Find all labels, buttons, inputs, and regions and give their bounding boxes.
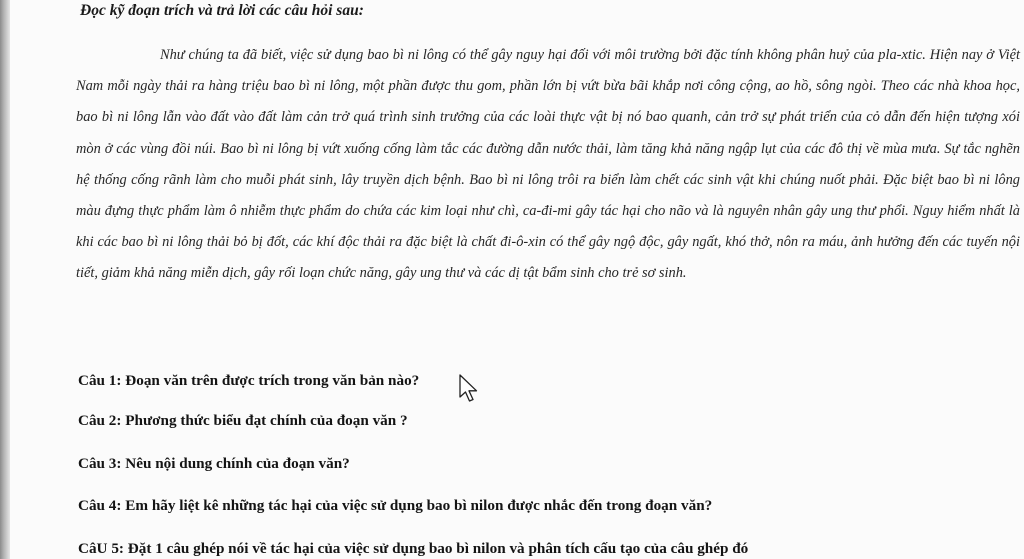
instruction-heading: Đọc kỹ đoạn trích và trả lời các câu hỏi sau:: [80, 2, 364, 19]
reading-passage: Như chúng ta đã biết, việc sử dụng bao bì ni lông có thể gây nguy hại đối với môi trường bởi đặc tính không phân huỷ của pla-xtic. Hiện nay ở Việt Nam mỗi ngày thải ra hàng triệu bao bì ni lông, một phần được thu gom, phần lớn bị vứt bừa bãi khắp nơi công cộng, ao hồ, sông ngòi. Theo các nhà khoa học, bao bì ni lông lẫn vào đất vào đất làm cản trở quá trình sinh trưởng của các loài thực vật bị nó bao quanh, cản trở sự phát triển của cỏ dẫn đến hiện tượng xói mòn ở các vùng đồi núi. Bao bì ni lông bị vứt xuống cống làm tắc các đường dẫn nước thải, làm tăng khả năng ngập lụt của các đô thị về mùa mưa. Sự tắc nghẽn hệ thống cống rãnh làm cho muỗi phát sinh, lây truyền dịch bệnh. Bao bì ni lông trôi ra biển làm chết các sinh vật khi chúng nuốt phải. Đặc biệt bao bì ni lông màu đựng thực phẩm làm ô nhiễm thực phẩm do chứa các kim loại như chì, ca-đi-mi gây tác hại cho não và là nguyên nhân gây ung thư phổi. Nguy hiểm nhất là khi các bao bì ni lông thải bỏ bị đốt, các khí độc thải ra đặc biệt là chất đi-ô-xin có thể gây ngộ độc, gây ngất, khó thở, nôn ra máu, ảnh hưởng đến các tuyến nội tiết, giảm khả năng miễn dịch, gây rối loạn chức năng, gây ung thư và các dị tật bẩm sinh cho trẻ sơ sinh.: [76, 47, 1020, 282]
question-5: CâU 5: Đặt 1 câu ghép nói về tác hại của việc sử dụng bao bì nilon và phân tích cấu tạo của câu ghép đó: [78, 540, 749, 557]
mouse-pointer-icon: [458, 374, 480, 404]
question-2: Câu 2: Phương thức biểu đạt chính của đoạn văn ?: [78, 412, 408, 429]
page-edge-shadow: [0, 0, 10, 559]
document-page: [10, 0, 1024, 559]
question-3: Câu 3: Nêu nội dung chính của đoạn văn?: [78, 455, 350, 472]
question-4: Câu 4: Em hãy liệt kê những tác hại của việc sử dụng bao bì nilon được nhắc đến trong đoạn văn?: [78, 497, 713, 514]
question-1: Câu 1: Đoạn văn trên được trích trong văn bản nào?: [78, 372, 420, 389]
